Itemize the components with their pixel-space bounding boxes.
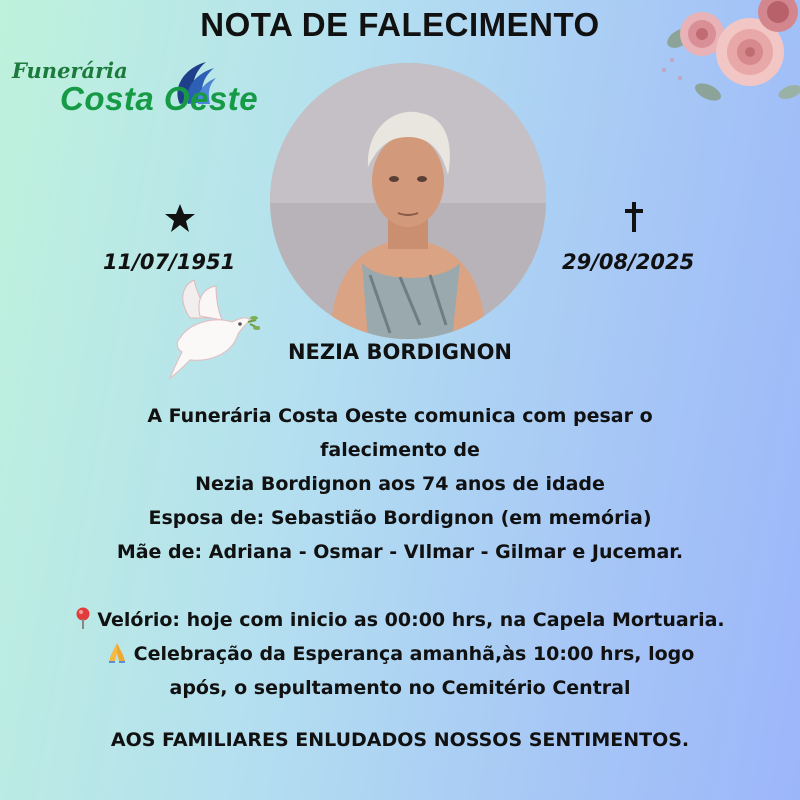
- closing-message: AOS FAMILIARES ENLUDADOS NOSSOS SENTIMENTOS.: [110, 729, 690, 751]
- announcement-line: Mãe de: Adriana - Osmar - VIlmar - Gilmar e Jucemar.: [116, 541, 684, 563]
- celebration-text-1: Celebração da Esperança amanhã,às 10:00 hrs, logo: [133, 643, 695, 665]
- wake-text: Velório: hoje com inicio as 00:00 hrs, na Capela Mortuaria.: [97, 609, 725, 631]
- logo-line-1: Funerária: [12, 58, 128, 83]
- roses-decoration-icon: [650, 0, 800, 110]
- star-icon: [164, 202, 196, 234]
- cross-icon: [622, 200, 646, 234]
- wake-info: [20, 603, 780, 637]
- birth-date: 11/07/1951: [103, 250, 236, 274]
- praying-hands-icon: [106, 641, 128, 663]
- celebration-text-2: após, o sepultamento no Cemitério Central: [169, 677, 631, 699]
- death-date: 29/08/2025: [562, 250, 695, 274]
- portrait-image: [270, 63, 546, 339]
- logo-line-2: Costa Oeste: [60, 80, 259, 117]
- dove-icon: [160, 278, 260, 380]
- pin-icon: [75, 607, 91, 629]
- announcement-text: [20, 399, 780, 705]
- celebration-info: [20, 637, 780, 671]
- spacer: [20, 569, 780, 603]
- deceased-name: NEZIA BORDIGNON: [287, 340, 513, 364]
- announcement-line: falecimento de: [320, 439, 480, 461]
- funeral-home-logo: [10, 58, 295, 118]
- announcement-line: Nezia Bordignon aos 74 anos de idade: [195, 473, 605, 495]
- page-title: NOTA DE FALECIMENTO: [200, 6, 600, 43]
- deceased-portrait: [270, 63, 546, 339]
- announcement-line: A Funerária Costa Oeste comunica com pesar o: [147, 405, 653, 427]
- announcement-line: Esposa de: Sebastião Bordignon (em memória): [148, 507, 652, 529]
